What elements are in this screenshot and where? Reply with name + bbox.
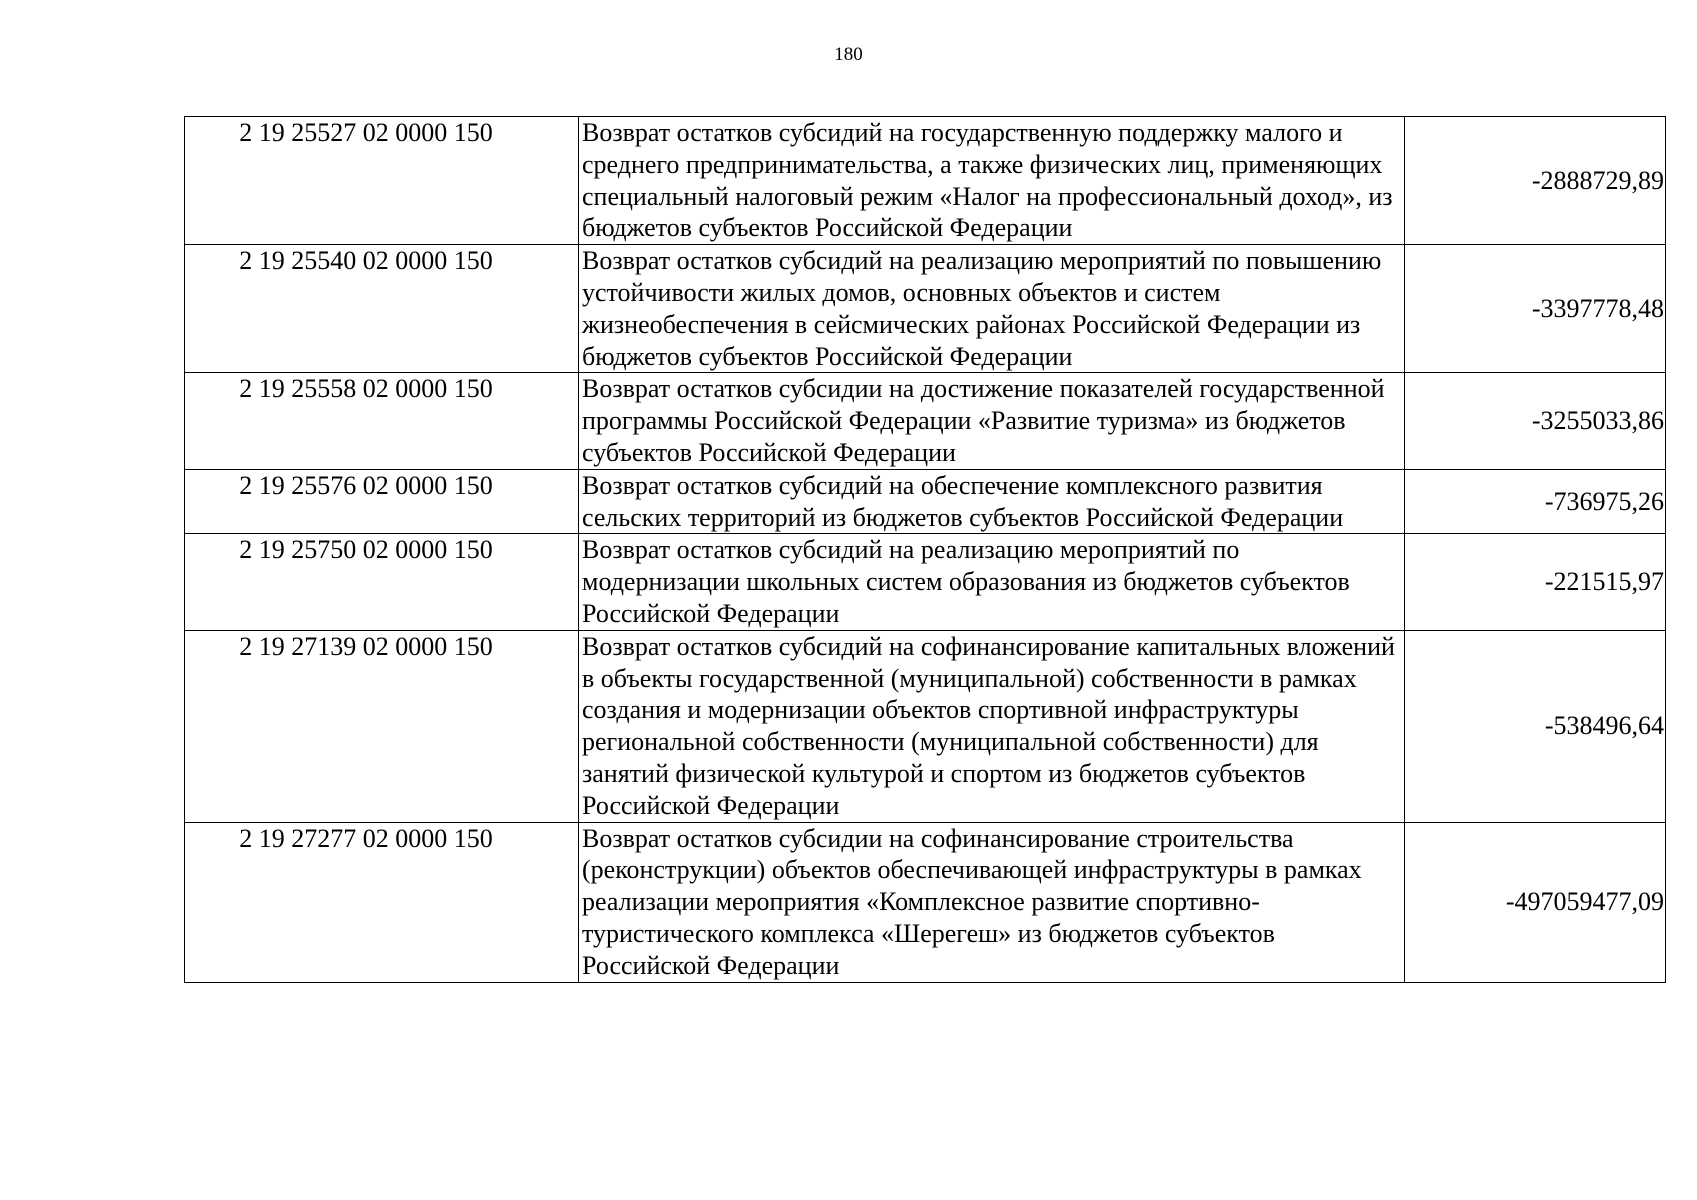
description-cell: Возврат остатков субсидий на реализацию мероприятий по повышению устойчивости жилых домов, основных объектов и систем жизнеобеспечения в сейсмических районах Российской Федерации из бюджетов субъектов Российской Федерации [579,245,1405,373]
amount-cell: -3397778,48 [1405,245,1666,373]
code-cell: 2 19 25750 02 0000 150 [185,534,579,630]
code-cell: 2 19 25558 02 0000 150 [185,373,579,469]
amount-cell: -221515,97 [1405,534,1666,630]
description-cell: Возврат остатков субсидии на софинансирование строительства (реконструкции) объектов обеспечивающей инфраструктуры в рамках реализации мероприятия «Комплексное развитие спортивно-туристического комплекса «Шерегеш» из бюджетов субъектов Российской Федерации [579,822,1405,982]
code-cell: 2 19 27139 02 0000 150 [185,630,579,822]
amount-cell: -2888729,89 [1405,117,1666,245]
amount-cell: -497059477,09 [1405,822,1666,982]
table-row [185,117,1666,245]
description-cell: Возврат остатков субсидий на обеспечение комплексного развития сельских территорий из бюджетов субъектов Российской Федерации [579,469,1405,534]
table-row [185,245,1666,373]
amount-cell: -736975,26 [1405,469,1666,534]
code-cell: 2 19 27277 02 0000 150 [185,822,579,982]
code-cell: 2 19 25576 02 0000 150 [185,469,579,534]
amount-cell: -3255033,86 [1405,373,1666,469]
description-cell: Возврат остатков субсидий на софинансирование капитальных вложений в объекты государственной (муниципальной) собственности в рамках создания и модернизации объектов спортивной инфраструктуры региональной собственности (муниципальной собственности) для занятий физической культурой и спортом из бюджетов субъектов Российской Федерации [579,630,1405,822]
table-row [185,630,1666,822]
table-row [185,469,1666,534]
amount-cell: -538496,64 [1405,630,1666,822]
description-cell: Возврат остатков субсидий на реализацию мероприятий по модернизации школьных систем образования из бюджетов субъектов Российской Федерации [579,534,1405,630]
table-row [185,373,1666,469]
code-cell: 2 19 25527 02 0000 150 [185,117,579,245]
budget-table [184,116,1666,983]
table-row [185,822,1666,982]
code-cell: 2 19 25540 02 0000 150 [185,245,579,373]
page-number: 180 [834,44,863,65]
description-cell: Возврат остатков субсидий на государственную поддержку малого и среднего предпринимательства, а также физических лиц, применяющих специальный налоговый режим «Налог на профессиональный доход», из бюджетов субъектов Российской Федерации [579,117,1405,245]
table-row [185,534,1666,630]
description-cell: Возврат остатков субсидии на достижение показателей государственной программы Российской Федерации «Развитие туризма» из бюджетов субъектов Российской Федерации [579,373,1405,469]
